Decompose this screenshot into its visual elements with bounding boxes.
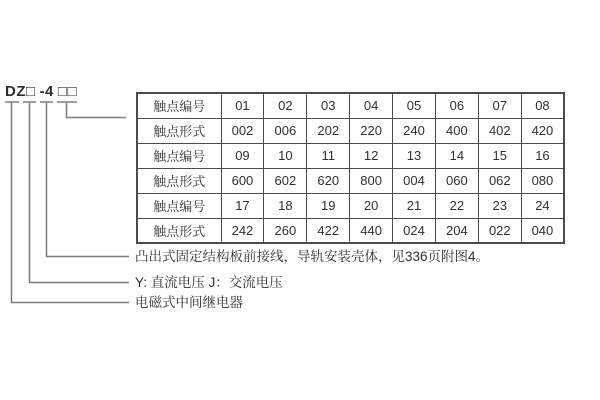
table-row <box>137 143 564 168</box>
value-cell: 18 <box>264 193 307 218</box>
value-cell: 220 <box>350 118 393 143</box>
value-cell: 19 <box>307 193 350 218</box>
value-cell: 20 <box>350 193 393 218</box>
annotation-voltage-type: Y: 直流电压 J：交流电压 <box>135 275 283 290</box>
value-cell: 22 <box>435 193 478 218</box>
leader-line-contact-code <box>57 102 126 118</box>
value-cell: 022 <box>478 218 521 243</box>
value-cell: 800 <box>350 168 393 193</box>
value-cell: 10 <box>264 143 307 168</box>
table-row <box>137 193 564 218</box>
value-cell: 002 <box>221 118 264 143</box>
table-row <box>137 218 564 243</box>
value-cell: 09 <box>221 143 264 168</box>
value-cell: 620 <box>307 168 350 193</box>
value-cell: 12 <box>350 143 393 168</box>
row-label: 触点编号 <box>137 193 221 218</box>
leader-line-structure <box>40 102 129 257</box>
leader-line-voltage-type <box>23 102 129 283</box>
value-cell: 24 <box>521 193 564 218</box>
value-cell: 06 <box>435 93 478 118</box>
value-cell: 240 <box>393 118 436 143</box>
value-cell: 11 <box>307 143 350 168</box>
value-cell: 02 <box>264 93 307 118</box>
row-label: 触点形式 <box>137 168 221 193</box>
value-cell: 08 <box>521 93 564 118</box>
annotation-structure: 凸出式固定结构板前接线，导轨安装壳体，见336页附图4。 <box>135 249 490 264</box>
value-cell: 17 <box>221 193 264 218</box>
contact-table-container <box>136 92 565 244</box>
value-cell: 402 <box>478 118 521 143</box>
value-cell: 204 <box>435 218 478 243</box>
value-cell: 420 <box>521 118 564 143</box>
value-cell: 23 <box>478 193 521 218</box>
value-cell: 422 <box>307 218 350 243</box>
value-cell: 600 <box>221 168 264 193</box>
value-cell: 15 <box>478 143 521 168</box>
value-cell: 21 <box>393 193 436 218</box>
value-cell: 13 <box>393 143 436 168</box>
row-label: 触点编号 <box>137 143 221 168</box>
value-cell: 040 <box>521 218 564 243</box>
leader-line-relay-type <box>5 102 129 303</box>
contact-table <box>136 92 565 244</box>
value-cell: 400 <box>435 118 478 143</box>
table-row <box>137 118 564 143</box>
table-row <box>137 93 564 118</box>
value-cell: 14 <box>435 143 478 168</box>
value-cell: 04 <box>350 93 393 118</box>
value-cell: 260 <box>264 218 307 243</box>
value-cell: 004 <box>393 168 436 193</box>
value-cell: 07 <box>478 93 521 118</box>
value-cell: 060 <box>435 168 478 193</box>
value-cell: 01 <box>221 93 264 118</box>
annotation-relay-type: 电磁式中间继电器 <box>135 295 243 310</box>
table-row <box>137 168 564 193</box>
model-code-prefix: DZ□ <box>5 83 36 100</box>
row-label: 触点编号 <box>137 93 221 118</box>
value-cell: 080 <box>521 168 564 193</box>
row-label: 触点形式 <box>137 218 221 243</box>
model-code-series: -4 <box>39 83 54 100</box>
value-cell: 202 <box>307 118 350 143</box>
value-cell: 006 <box>264 118 307 143</box>
value-cell: 242 <box>221 218 264 243</box>
value-cell: 05 <box>393 93 436 118</box>
value-cell: 16 <box>521 143 564 168</box>
value-cell: 440 <box>350 218 393 243</box>
value-cell: 602 <box>264 168 307 193</box>
value-cell: 024 <box>393 218 436 243</box>
model-code-suffix-boxes: □□ <box>57 83 78 100</box>
value-cell: 03 <box>307 93 350 118</box>
row-label: 触点形式 <box>137 118 221 143</box>
value-cell: 062 <box>478 168 521 193</box>
